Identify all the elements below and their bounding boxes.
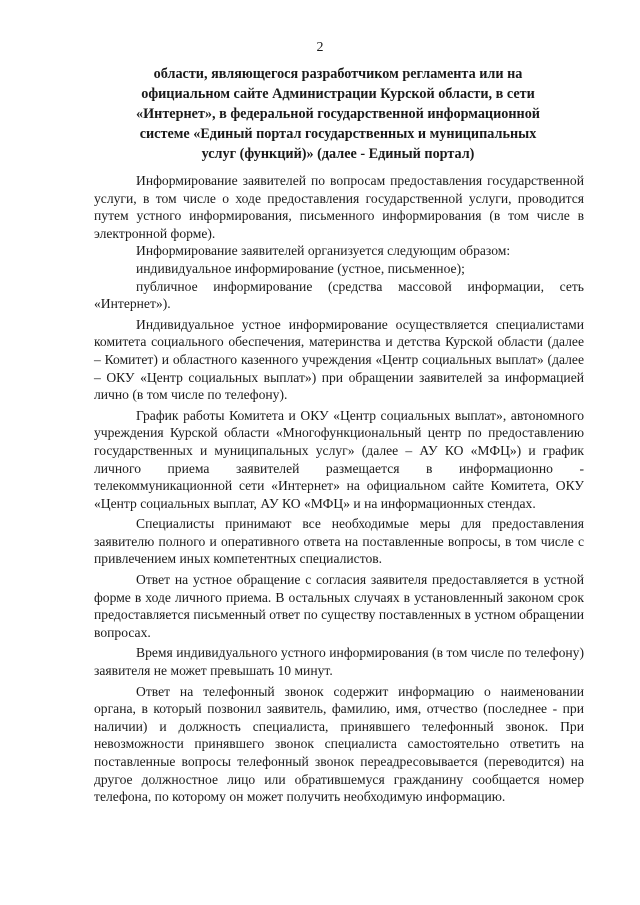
paragraph: публичное информирование (средства массовой информации, сеть «Интернет»). — [94, 278, 584, 312]
paragraph: Информирование заявителей организуется следующим образом: — [136, 243, 511, 259]
paragraph: Время индивидуального устного информирования (в том числе по телефону) заявителя не может превышать 10 минут. — [94, 645, 584, 679]
body-text — [94, 172, 584, 806]
paragraph: Индивидуальное устное информирование осуществляется специалистами комитета социального обеспечения, материнства и детства Курской области (далее – Комитет) и областного казенного учреждения «Центр социальных выплат» (далее – ОКУ «Центр социальных выплат») при обращении заявителей за информацией лично (в том числе по телефону). — [94, 316, 584, 403]
paragraph: Ответ на устное обращение с согласия заявителя предоставляется в устной форме в ходе личного приема. В остальных случаях в установленный законом срок предоставляется письменный ответ по существу поставленных в устном обращении вопросах. — [94, 572, 584, 640]
paragraph: Специалисты принимают все необходимые меры для предоставления заявителю полного и оперативного ответа на поставленные вопросы, в том числе с привлечением иных компетентных специалистов. — [94, 516, 584, 567]
paragraph: Ответ на телефонный звонок содержит информацию о наименовании органа, в который позвонил заявитель, фамилию, имя, отчество (последнее - при наличии) и должность специалиста, принявшего телефонный звонок. При невозможности принявшего звонок специалиста самостоятельно ответить на поставленные вопросы телефонный звонок переадресовывается (переводится) на другое должностное лицо или обратившемуся гражданину сообщается номер телефона, по которому он может получить необходимую информацию. — [94, 683, 584, 805]
section-heading: области, являющегося разработчиком регламента или на официальном сайте Администрации Курской области, в сети «Интернет», в федеральной государственной информационной системе «Единый портал государственных и муниципальных услуг (функций)» (далее - Единый портал) — [136, 66, 540, 162]
paragraph: индивидуальное информирование (устное, письменное); — [136, 260, 465, 276]
paragraph: Информирование заявителей по вопросам предоставления государственной услуги, в том числе о ходе предоставления государственной услуги, проводится путем устного информирования, письменного информирования (в том числе в электронной форме). — [94, 173, 584, 241]
page-number: 2 — [316, 40, 324, 55]
paragraph: График работы Комитета и ОКУ «Центр социальных выплат», автономного учреждения Курской области «Многофункциональный центр по предоставлению государственных и муниципальных услуг» (далее – АУ КО «МФЦ») и график личного приема заявителей размещается в информационно - телекоммуникационной сети «Интернет» на официальном сайте Комитета, ОКУ «Центр социальных выплат, АУ КО «МФЦ» и на информационных стендах. — [94, 407, 584, 511]
